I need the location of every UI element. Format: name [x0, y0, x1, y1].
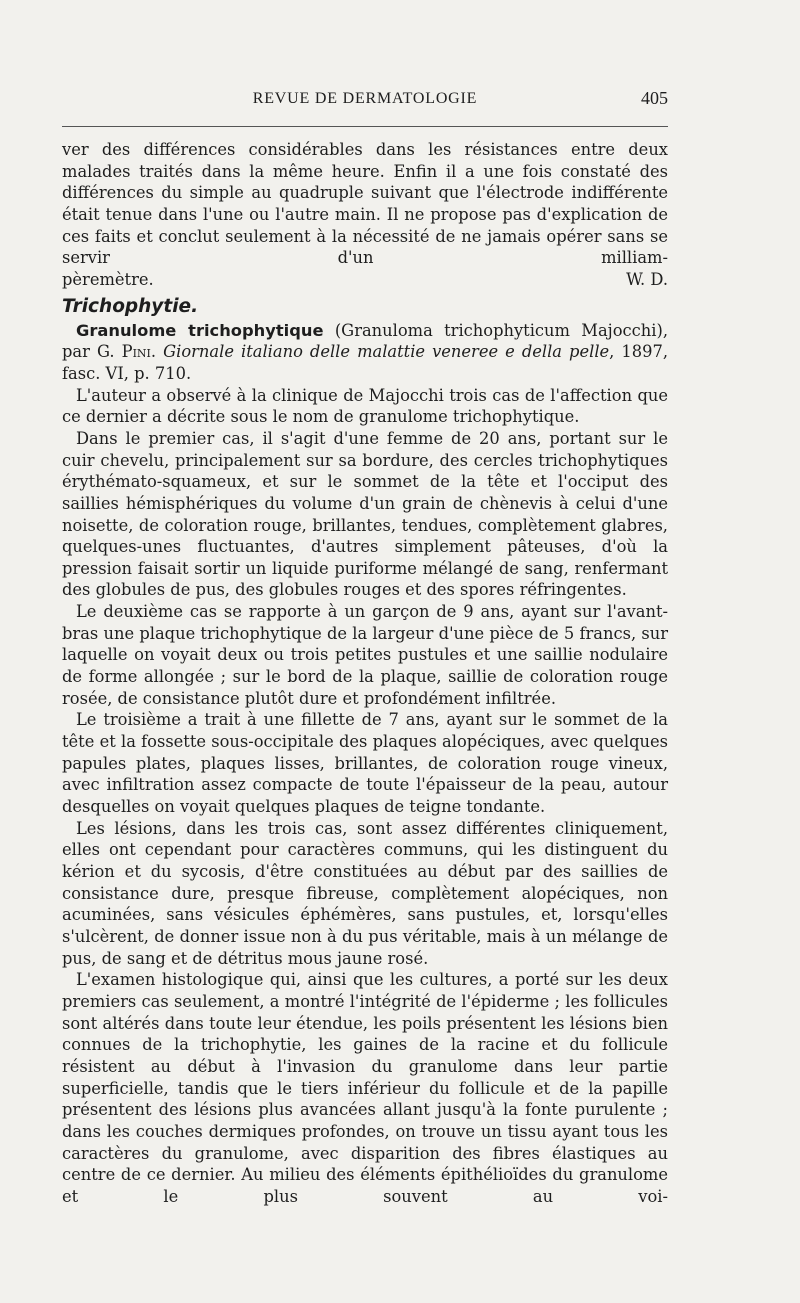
paragraph: L'examen histologique qui, ainsi que les cultures, a porté sur les deux premiers cas seulement, a montré l'intégrité de l'épiderme ; les follicules sont altérés dans toute leur étendue, les poils présentent les lésions bien connues de la trichophytie, les gaines de la racine et du follicule résistent au début à l'invasion du granulome dans leur partie superficielle, tandis que le tiers inférieur du follicule et de la papille présentent des lésions plus avancées allant jusqu'à la fonte purulente ; dans les couches dermiques profondes, on trouve un tissu ayant tous les caractères du granulome, avec disparition des fibres élastiques au centre de ce dernier. Au milieu des éléments épithélioïdes du granulome et le plus souvent au voi-: [62, 970, 668, 1206]
paragraph: Le deuxième cas se rapporte à un garçon de 9 ans, ayant sur l'avant-bras une plaque trichophytique de la largeur d'une pièce de 5 francs, sur laquelle on voyait deux ou trois petites pustules et une saillie nodulaire de forme allongée ; sur le bord de la plaque, saillie de coloration rouge rosée, de consistance plutôt dure et profondément infiltrée.: [62, 602, 668, 708]
paragraph: Le troisième a trait à une fillette de 7 ans, ayant sur le sommet de la tête et la fossette sous-occipitale des plaques alopéciques, avec quelques papules plates, plaques lisses, brillantes, de coloration rouge vineux, avec infiltration assez compacte de toute l'épaisseur de la peau, autour desquelles on voyait quelques plaques de teigne tondante.: [62, 710, 668, 817]
running-head: REVUE DE DERMATOLOGIE: [252, 90, 478, 107]
intro-text: ver des différences considérables dans les résistances entre deux malades traités dans la même heure. Enfin il a une fois constaté des différences du simple au quadruple suivant que l'électrode indifférente était tenue dans l'une ou l'autre main. Il ne propose pas d'explication de ces faits et conclut seulement à la nécessité de ne jamais opérer sans se servir d'un milliam-: [62, 140, 668, 268]
header-rule: [62, 126, 668, 127]
intro-last-line: pèremètre.: [62, 269, 154, 289]
article-heading: [62, 320, 668, 385]
intro-paragraph: [62, 139, 668, 269]
intro-signature-line: [62, 269, 668, 291]
article-citation: , 1897, fasc. VI, p. 710.: [62, 342, 669, 383]
article-journal: Giornale italiano delle malattie veneree e della pelle: [163, 342, 610, 362]
article-latin-title: (Granuloma trichophyticum Majocchi), par G.: [62, 320, 668, 362]
paragraph: Dans le premier cas, il s'agit d'une femme de 20 ans, portant sur le cuir chevelu, principalement sur sa bordure, des cercles trichophytiques érythémato-squameux, et sur le sommet de la tête et l'occiput des saillies hémisphériques du volume d'un grain de chènevis à celui d'une noisette, de coloration rouge, brillantes, tendues, complètement glabres, quelques-unes fluctuantes, d'autres simplement pâteuses, d'où la pression faisait sortir un liquide puriforme mélangé de sang, renfermant des globules de pus, des globules rouges et des spores réfringentes.: [62, 428, 668, 600]
signature: W. D.: [626, 269, 668, 289]
paragraph: L'auteur a observé à la clinique de Majocchi trois cas de l'affection que ce dernier a décrite sous le nom de granulome trichophytique.: [62, 385, 668, 427]
page-header: [62, 88, 668, 112]
article-author-sep: .: [150, 342, 164, 362]
section-title: Trichophytie.: [62, 295, 199, 317]
body-text: [62, 139, 668, 1208]
page-number: 405: [641, 88, 668, 108]
article-title: Granulome trichophytique: [76, 320, 324, 340]
paragraph: Les lésions, dans les trois cas, sont assez différentes cliniquement, elles ont cependant pour caractères communs, qui les distinguent du kérion et du sycosis, d'être constituées au début par des saillies de consistance dure, presque fibreuse, complètement alopéciques, non acuminées, sans vésicules éphémères, sans pustules, et, lorsqu'elles s'ulcèrent, de donner issue non à du pus véritable, mais à un mélange de pus, de sang et de détritus mous jaune rosé.: [62, 818, 668, 968]
article-author: Pini: [121, 342, 151, 362]
